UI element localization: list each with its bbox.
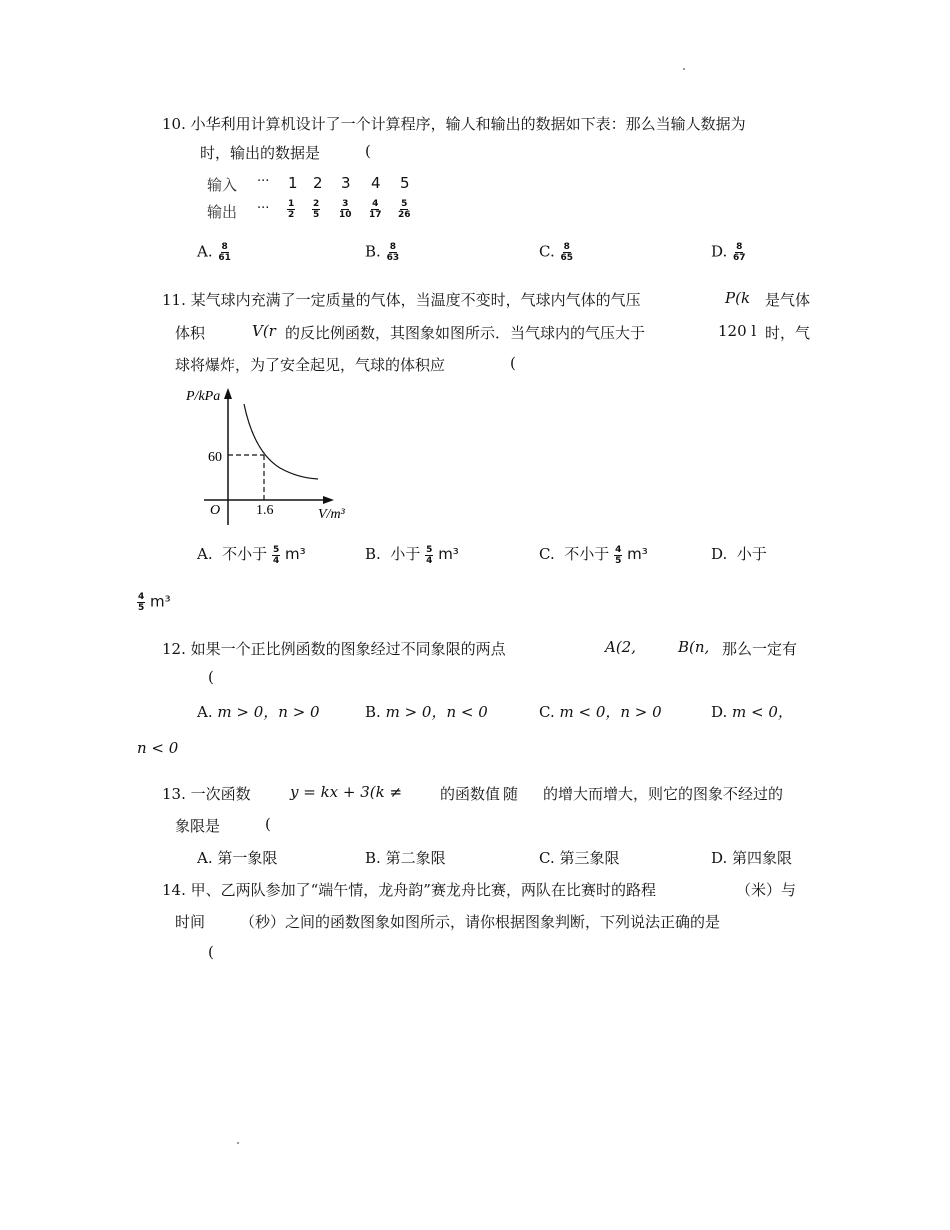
io-output-3: $\frac{3}{10}$ xyxy=(339,199,352,220)
q10-option-a[interactable]: A. $\frac{8}{61}$ xyxy=(197,242,231,263)
q12-line1-text: 12. 如果一个正比例函数的图象经过不同象限的两点 xyxy=(162,640,506,658)
q13-option-a[interactable]: A. 第一象限 xyxy=(197,849,278,867)
io-output-ellipsis: ··· xyxy=(257,201,270,216)
io-input-1: 1 xyxy=(288,174,298,192)
q12-point-a: A(2, xyxy=(605,638,636,656)
q11-option-b[interactable]: B. 小于 $\frac{5}{4}$ m³ xyxy=(365,544,459,566)
q13-line1-end: 的增大而增大，则它的图象不经过的 xyxy=(543,785,784,803)
io-input-label: 输入 xyxy=(207,176,238,194)
q10-line1: 10. 小华利用计算机设计了一个计算程序，输人和输出的数据如下表：那么当输人数据为 xyxy=(162,115,746,133)
y-axis-arrow xyxy=(224,388,232,399)
io-input-5: 5 xyxy=(400,174,410,192)
io-output-2: $\frac{2}{5}$ xyxy=(313,199,320,220)
q10-option-c[interactable]: C. $\frac{8}{65}$ xyxy=(539,242,574,263)
q13-option-c[interactable]: C. 第三象限 xyxy=(539,849,620,867)
q13-function: y = kx + 3(k ≠ xyxy=(290,783,403,801)
x-axis-arrow xyxy=(323,496,334,504)
io-input-4: 4 xyxy=(371,174,381,192)
q11-line2-end: 时，气 xyxy=(765,324,811,342)
q10-option-b[interactable]: B. $\frac{8}{63}$ xyxy=(365,242,400,263)
q10-paren: ( xyxy=(365,142,371,160)
q11-line2-mid: 的反比例函数，其图象如图所示．当气球内的气压大于 xyxy=(285,324,646,342)
q10-option-d[interactable]: D. $\frac{8}{67}$ xyxy=(711,242,746,263)
q11-option-d[interactable]: D. 小于 xyxy=(711,545,767,563)
q12-option-a[interactable]: A. m > 0，n > 0 xyxy=(197,703,320,721)
q13-line1-sui: 随 xyxy=(503,785,519,803)
io-input-2: 2 xyxy=(313,174,323,192)
q14-line2-end: （秒）之间的函数图象如图所示，请你根据图象判断，下列说法正确的是 xyxy=(240,913,721,931)
io-input-ellipsis: ··· xyxy=(257,174,270,189)
q13-line1-mid: 的函数值 xyxy=(440,785,501,803)
q11-option-c[interactable]: C. 不小于 $\frac{4}{5}$ m³ xyxy=(539,544,648,566)
io-output-4: $\frac{4}{17}$ xyxy=(369,199,382,220)
pressure-volume-graph xyxy=(180,382,360,527)
io-input-3: 3 xyxy=(341,174,351,192)
io-output-5: $\frac{5}{26}$ xyxy=(398,199,411,220)
y-tick-label: 60 xyxy=(208,450,222,465)
x-axis-label: V/m³ xyxy=(318,507,345,522)
x-tick-label: 1.6 xyxy=(256,503,274,518)
q12-option-c[interactable]: C. m < 0，n > 0 xyxy=(539,703,662,721)
io-output-1: $\frac{1}{2}$ xyxy=(288,199,295,220)
q10-line2: 时，输出的数据是 xyxy=(200,144,321,162)
q11-line1-end: 是气体 xyxy=(765,291,811,309)
q11-line3: 球将爆炸，为了安全起见，气球的体积应 xyxy=(175,356,446,374)
q13-option-b[interactable]: B. 第二象限 xyxy=(365,849,446,867)
q12-paren: ( xyxy=(208,668,214,686)
q12-line1-end: 那么一定有 xyxy=(722,640,798,658)
inverse-curve xyxy=(244,404,318,479)
q11-option-a[interactable]: A. 不小于 $\frac{5}{4}$ m³ xyxy=(197,544,306,566)
q11-line1-text: 11. 某气球内充满了一定质量的气体，当温度不变时，气球内气体的气压 xyxy=(162,291,641,309)
q14-line1-text: 14. 甲、乙两队参加了“端午情，龙舟韵”赛龙舟比赛，两队在比赛时的路程 xyxy=(162,881,656,899)
origin-label: O xyxy=(210,503,221,518)
page-mark-dot xyxy=(237,1142,239,1144)
q14-line2-text: 时间 xyxy=(175,913,206,931)
q11-line2-text: 体积 xyxy=(175,324,206,342)
q11-line1-math: P(k xyxy=(725,289,751,307)
q12-point-b: B(n, xyxy=(678,638,710,656)
q14-line1-end: （米）与 xyxy=(736,881,797,899)
io-output-label: 输出 xyxy=(207,203,238,221)
q11-paren: ( xyxy=(510,354,516,372)
q14-paren: ( xyxy=(208,943,214,961)
q13-option-d[interactable]: D. 第四象限 xyxy=(711,849,793,867)
q12-option-d[interactable]: D. m < 0， xyxy=(711,703,793,721)
q11-option-d-value[interactable]: $\frac{4}{5}$ m³ xyxy=(138,592,171,613)
q13-line2: 象限是 xyxy=(175,817,221,835)
y-axis-label: P/kPa xyxy=(186,389,221,404)
q13-line1-text: 13. 一次函数 xyxy=(162,785,251,803)
page-mark-dot xyxy=(683,68,685,70)
q12-option-d-cont[interactable]: n < 0 xyxy=(137,739,179,757)
q11-line2-value: 120 l xyxy=(718,322,757,340)
q13-paren: ( xyxy=(265,815,271,833)
q11-line2-math: V(r xyxy=(252,322,276,340)
q12-option-b[interactable]: B. m > 0，n < 0 xyxy=(365,703,488,721)
